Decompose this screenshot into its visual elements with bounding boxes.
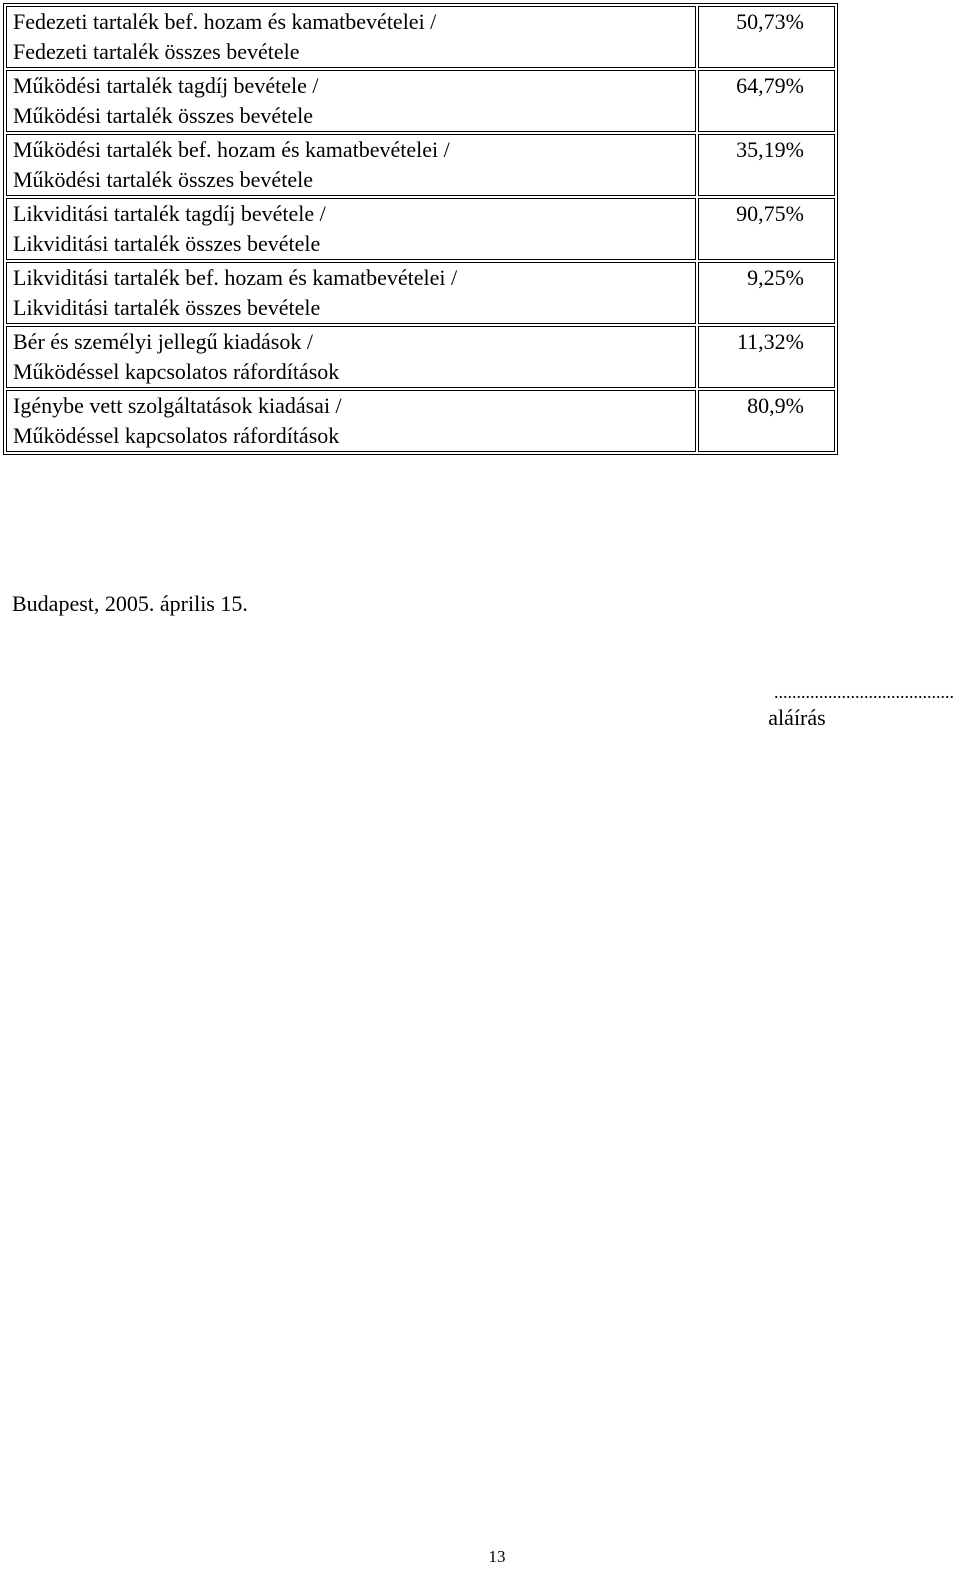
ratio-denominator: Likviditási tartalék összes bevétele (13, 231, 321, 256)
ratio-value-cell: 35,19% (698, 134, 835, 196)
ratio-label-cell (6, 70, 696, 132)
page-number: 13 (488, 1547, 506, 1566)
ratio-label-cell (6, 262, 696, 324)
table-row (6, 262, 835, 324)
ratio-value-cell: 9,25% (698, 262, 835, 324)
ratio-denominator: Likviditási tartalék összes bevétele (13, 295, 321, 320)
ratio-value-cell: 50,73% (698, 6, 835, 68)
ratio-value-cell: 80,9% (698, 390, 835, 452)
ratio-denominator: Működéssel kapcsolatos ráfordítások (13, 359, 340, 384)
signature-label: aláírás (768, 705, 826, 730)
ratio-label-cell (6, 326, 696, 388)
ratio-numerator: Igénybe vett szolgáltatások kiadásai / (13, 393, 342, 418)
ratio-denominator: Működési tartalék összes bevétele (13, 167, 313, 192)
ratio-denominator: Működési tartalék összes bevétele (13, 103, 313, 128)
ratio-label-cell (6, 198, 696, 260)
ratio-value-cell: 11,32% (698, 326, 835, 388)
signature-block (700, 680, 954, 732)
ratio-numerator: Működési tartalék tagdíj bevétele / (13, 73, 319, 98)
ratio-label-cell (6, 134, 696, 196)
ratio-numerator: Fedezeti tartalék bef. hozam és kamatbevételei / (13, 9, 437, 34)
ratio-label-cell (6, 6, 696, 68)
ratio-numerator: Likviditási tartalék tagdíj bevétele / (13, 201, 326, 226)
ratio-denominator: Működéssel kapcsolatos ráfordítások (13, 423, 340, 448)
place-and-date: Budapest, 2005. április 15. (12, 591, 248, 616)
signature-line: ........................................ (774, 682, 954, 702)
ratio-numerator: Likviditási tartalék bef. hozam és kamatbevételei / (13, 265, 458, 290)
table-row (6, 390, 835, 452)
table-row (6, 134, 835, 196)
ratio-numerator: Működési tartalék bef. hozam és kamatbevételei / (13, 137, 450, 162)
ratio-value-cell: 64,79% (698, 70, 835, 132)
ratio-label-cell (6, 390, 696, 452)
table-row (6, 6, 835, 68)
ratio-table (3, 3, 838, 455)
ratio-value-cell: 90,75% (698, 198, 835, 260)
ratio-numerator: Bér és személyi jellegű kiadások / (13, 329, 313, 354)
ratio-denominator: Fedezeti tartalék összes bevétele (13, 39, 300, 64)
table-row (6, 198, 835, 260)
table-row (6, 326, 835, 388)
table-row (6, 70, 835, 132)
